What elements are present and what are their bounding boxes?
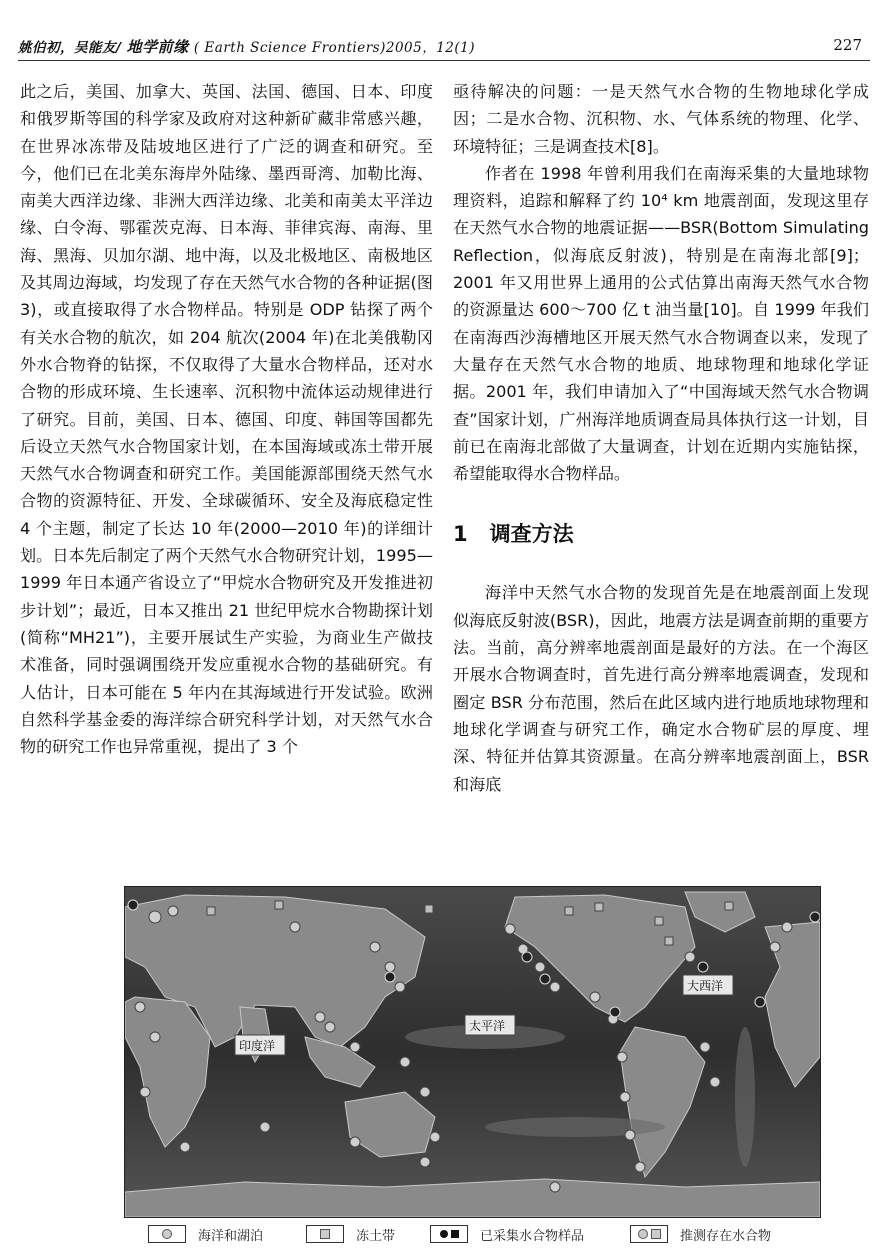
header-journal: 地学前缘 [126,38,189,56]
legend-swatch-permafrost [306,1225,344,1243]
legend-item-inferred [630,1223,771,1245]
world-map-figure [124,886,821,1218]
legend-label-sampled: 已采集水合物样品 [480,1228,585,1244]
header-series: ( Earth Science Frontiers)2005，12(1) [193,40,476,56]
header-rule [18,60,870,61]
legend-swatch-inferred [630,1225,668,1243]
figure-legend [148,1223,848,1245]
left-paragraph-1: 此之后，美国、加拿大、英国、法国、德国、日本、印度和俄罗斯等国的科学家及政府对这种新矿藏非常感兴趣，在世界冰冻带及陆坡地区进行了广泛的调查和研究。至今，他们已在北美东海岸外陆缘、墨西哥湾、加勒比海、南美大西洋边缘、非洲大西洋边缘、北美和南美太平洋边缘、白令海、鄂霍茨克海、日本海、菲律宾海、南海、里海、黑海、贝加尔湖、地中海，以及北极地区、南极地区及其周边海域，均发现了存在天然气水合物的各种证据(图 3)，或直接取得了水合物样品。特别是 ODP 钻探了两个有关水合物的航次，如 204 航次(2004 年)在北美俄勒冈外水合物脊的钻探，不仅取得了大量水合物样品，还对水合物的形成环境、生长速率、沉积物中流体运动规律进行了研究。目前，美国、日本、德国、印度、韩国等国都先后设立天然气水合物国家计划，在本国海域或冻土带开展天然气水合物调查和研究工作。美国能源部围绕天然气水合物的资源特征、开发、全球碳循环、安全及海底稳定性 4 个主题，制定了长达 10 年(2000—2010 年)的详细计划。日本先后制定了两个天然气水合物研究计划，1995—1999 年日本通产省设立了“甲烷水合物研究及开发推进初步计划”；最近，日本又推出 21 世纪甲烷水合物勘探计划(简称“MH21”)，主要开展试生产实验，为商业生产做技术准备，同时强调围绕开发应重视水合物的基础研究。有人估计，日本可能在 5 年内在其海域进行开发试验。欧洲自然科学基金委的海洋综合研究科学计划，对天然气水合物的研究工作也异常重视，提出了 3 个 [20,82,433,757]
page-number: 227 [833,36,862,54]
legend-label-ocean: 海洋和湖泊 [198,1228,264,1244]
running-header [18,32,870,62]
legend-swatch-sampled [430,1225,468,1243]
label-indian-ocean: 印度洋 [239,1039,276,1053]
world-map [125,887,820,1217]
legend-swatch-ocean [148,1225,186,1243]
legend-item-ocean-lake [148,1223,263,1245]
header-citation: 姚伯初，吴能友/ 地学前缘 ( Earth Science Frontiers)2005，12(1) [18,38,476,56]
right-paragraph-3: 海洋中天然气水合物的发现首先是在地震剖面上发现似海底反射波(BSR)，因此，地震方法是调查前期的重要方法。当前，高分辨率地震剖面是最好的方法。在一个海区开展水合物调查时，首先进行高分辨率地震调查，发现和圈定 BSR 分布范围，然后在此区域内进行地质地球物理和地球化学调查与研究工作，确定水合物矿层的厚度、埋深、特征并估算其资源量。在高分辨率地震剖面上，BSR和海底 [453,583,869,794]
section-number: 1 [453,522,468,547]
legend-item-sampled [430,1223,584,1245]
legend-label-inferred: 推测存在水合物 [680,1228,772,1244]
right-column [453,78,869,798]
section-title: 调查方法 [489,522,574,547]
label-pacific-ocean: 太平洋 [469,1019,506,1033]
legend-label-permafrost: 冻土带 [356,1228,396,1244]
section-heading [453,519,869,549]
left-column [20,78,433,760]
right-paragraph-2: 作者在 1998 年曾利用我们在南海采集的大量地球物理资料，追踪和解释了约 10⁴ km 地震剖面，发现这里存在天然气水合物的地震证据——BSR(Bottom Simulating Reflection，似海底反射波)，特别是在南海北部[9]；2001 年又用世界上通用的公式估算出南海天然气水合物的资源量达 600～700 亿 t 油当量[10]。自 1999 年我们在南海西沙海槽地区开展天然气水合物调查以来，发现了大量存在天然气水合物的地质、地球物理和地球化学证据。2001 年，我们申请加入了“中国海域天然气水合物调查”国家计划，广州海洋地质调查局具体执行这一计划，目前已在南海北部做了大量调查，计划在近期内实施钻探，希望能取得水合物样品。 [453,163,869,484]
label-atlantic-ocean: 大西洋 [687,979,724,993]
right-paragraph-1: 亟待解决的问题：一是天然气水合物的生物地球化学成因；二是水合物、沉积物、水、气体系统的物理、化学、环境特征；三是调查技术[8]。 [453,82,869,156]
legend-item-permafrost [306,1223,395,1245]
header-authors: 姚伯初，吴能友 [18,40,116,56]
